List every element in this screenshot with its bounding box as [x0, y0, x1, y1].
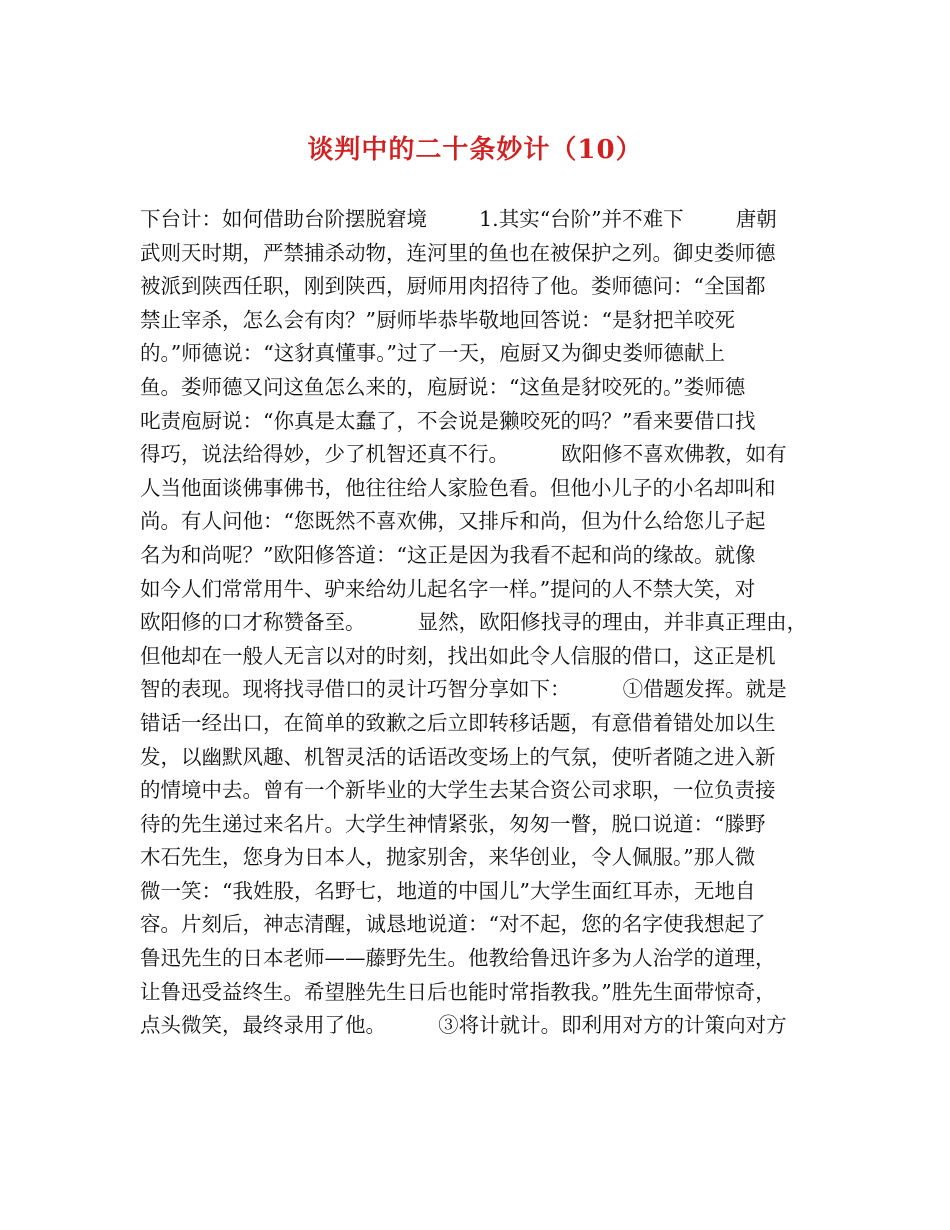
body-line: 木石先生，您身为日本人，抛家别舍，来华创业，令人佩服。”那人微 — [140, 845, 756, 870]
body-line: 得巧，说法给得妙，少了机智还真不行。 欧阳修不喜欢佛教，如有 — [140, 442, 787, 467]
body-line: 被派到陕西任职，刚到陕西，厨师用肉招待了他。娄师德问：“全国都 — [140, 274, 766, 299]
body-line: 鱼。娄师德又问这鱼怎么来的，庖厨说：“这鱼是豺咬死的。”娄师德 — [140, 374, 746, 399]
body-line: 错话一经出口，在简单的致歉之后立即转移话题，有意借着错处加以生 — [140, 710, 776, 735]
body-line: 叱责庖厨说：“你真是太蠢了，不会说是獭咬死的吗？”看来要借口找 — [140, 408, 756, 433]
body-line: 容。片刻后，神志清醒，诚恳地说道：“对不起，您的名字使我想起了 — [140, 912, 766, 937]
body-line: 智的表现。现将找寻借口的灵计巧智分享如下： ①借题发挥。就是 — [140, 677, 787, 702]
body-line: 禁止宰杀，怎么会有肉？”厨师毕恭毕敬地回答说：“是豺把羊咬死 — [140, 307, 735, 332]
body-line: 的情境中去。曾有一个新毕业的大学生去某合资公司求职，一位负责接 — [140, 778, 776, 803]
body-line: 欧阳修的口才称赞备至。 显然，欧阳修找寻的理由，并非真正理由， — [140, 610, 808, 635]
body-line: 人当他面谈佛事佛书，他往往给人家脸色看。但他小儿子的小名却叫和 — [140, 475, 776, 500]
body-line: 点头微笑，最终录用了他。 ③将计就计。即利用对方的计策向对方 — [140, 1013, 787, 1038]
body-line: 发，以幽默风趣、机智灵活的话语改变场上的气氛，使听者随之进入新 — [140, 744, 776, 769]
body-line: 让鲁迅受益终生。希望脞先生日后也能时常指教我。”胜先生面带惊奇， — [140, 979, 776, 1004]
body-line: 的。”师德说：“这豺真懂事。”过了一天，庖厨又为御史娄师德献上 — [140, 341, 725, 366]
body-line: 武则天时期，严禁捕杀动物，连河里的鱼也在被保护之列。御史娄师德 — [140, 240, 776, 265]
body-line: 但他却在一般人无言以对的时刻，找出如此令人信服的借口，这正是机 — [140, 643, 776, 668]
body-line: 如今人们常常用牛、驴来给幼儿起名字一样。”提问的人不禁大笑，对 — [140, 576, 756, 601]
document-title: 谈判中的二十条妙计（10） — [307, 135, 643, 165]
body-line: 下台计：如何借助台阶摆脱窘境 1.其实“台阶”并不难下 唐朝 — [140, 207, 777, 231]
body-line: 待的先生递过来名片。大学生神情紧张，匆匆一瞥，脱口说道：“滕野 — [140, 811, 766, 836]
body-line: 微一笑：“我姓股，名野七，地道的中国儿”大学生面红耳赤，无地自 — [140, 878, 756, 903]
body-line: 鲁迅先生的日本老师——藤野先生。他教给鲁迅许多为人治学的道理， — [140, 946, 776, 971]
body-line: 尚。有人问他：“您既然不喜欢佛，又排斥和尚，但为什么给您儿子起 — [140, 509, 766, 534]
document-body — [140, 203, 840, 1043]
body-line: 名为和尚呢？”欧阳修答道：“这正是因为我看不起和尚的缘故。就像 — [140, 542, 756, 567]
